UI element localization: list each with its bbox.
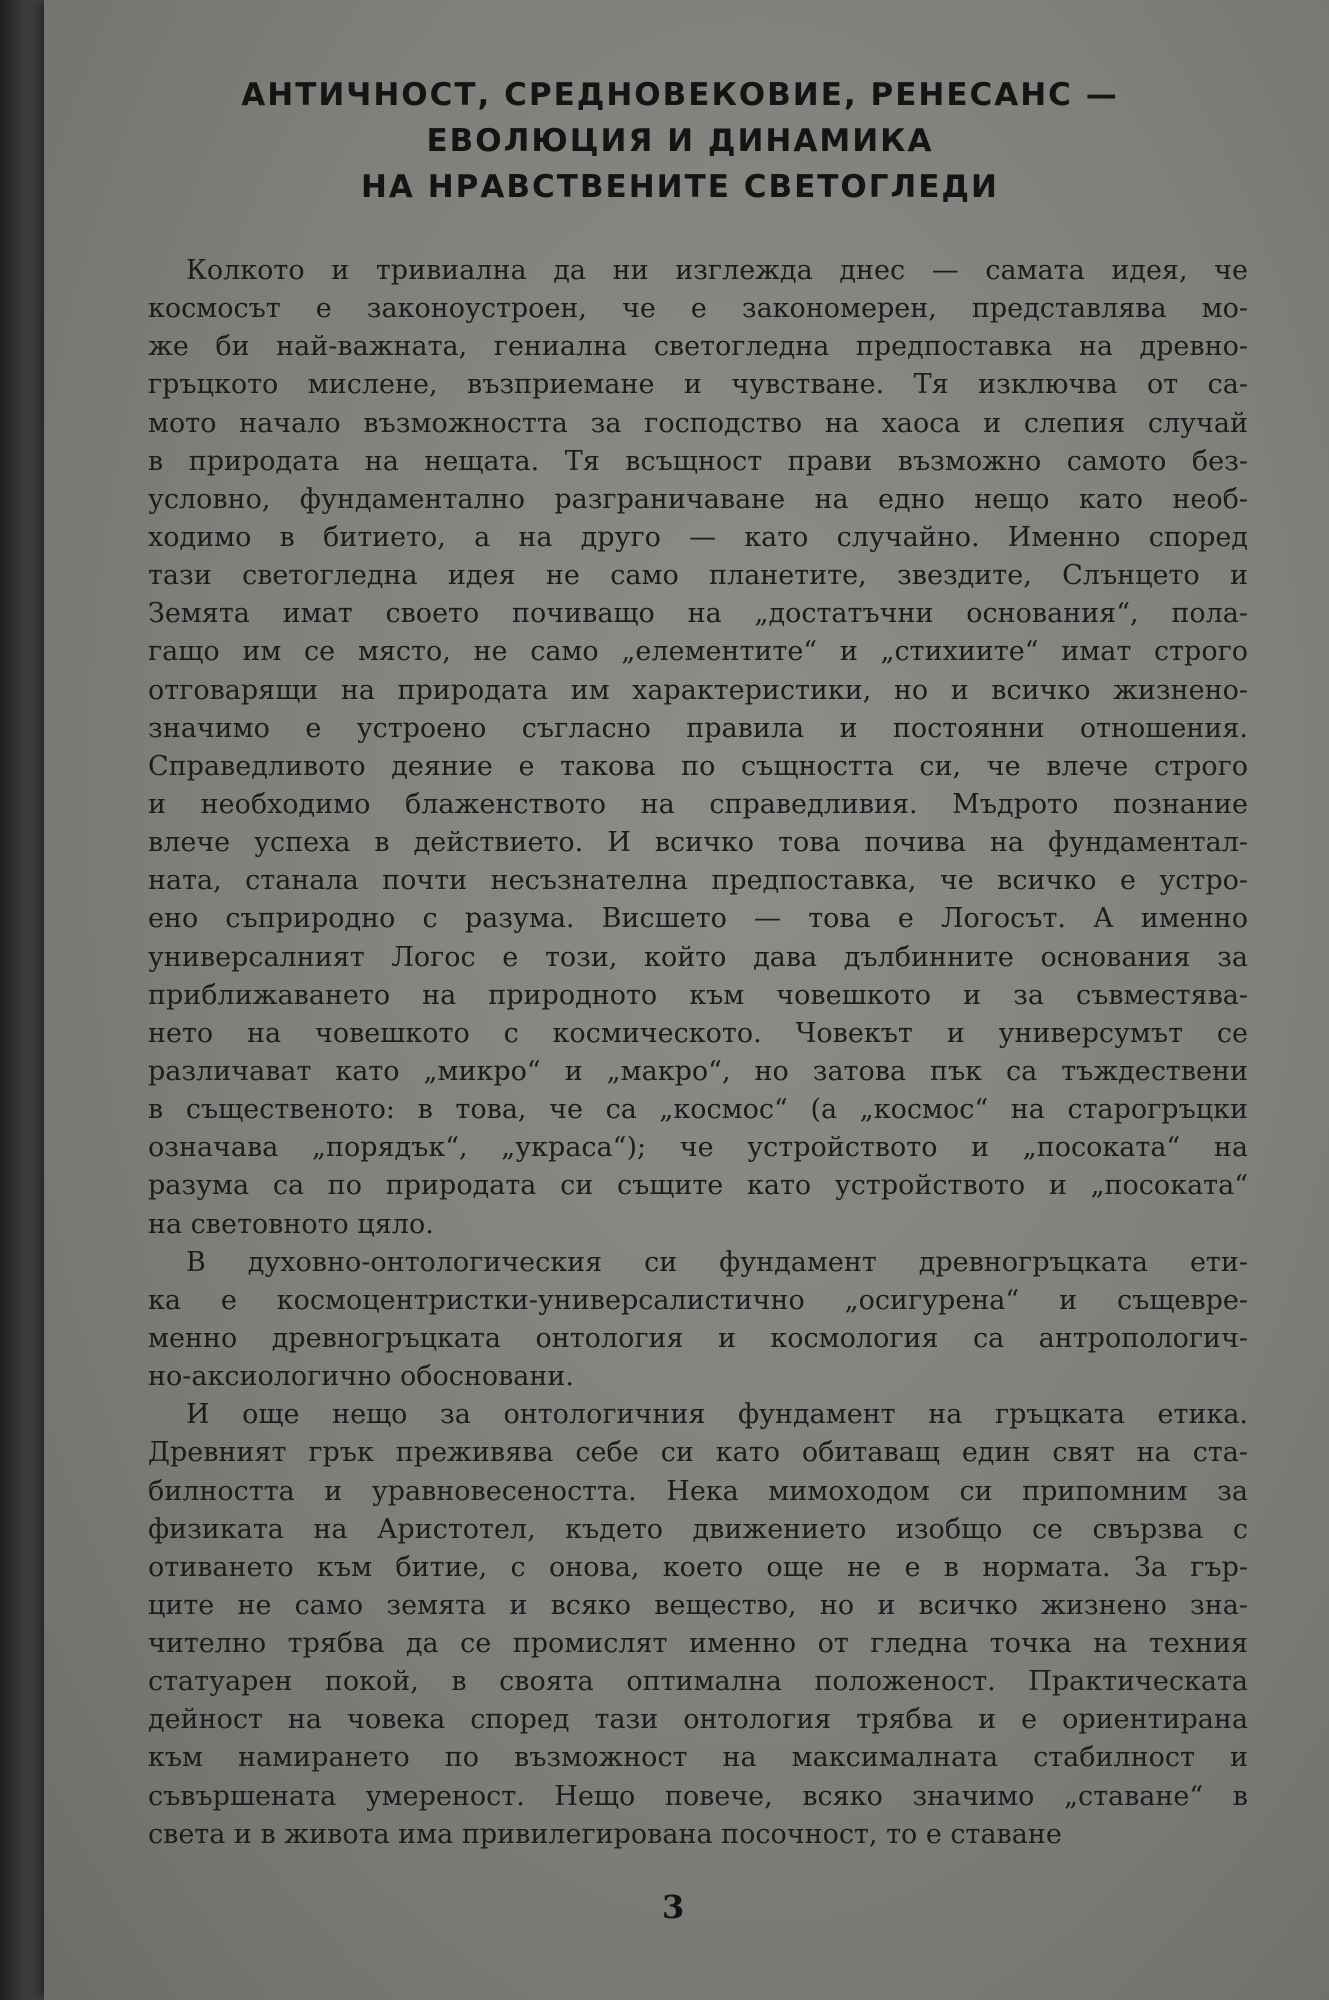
- text-line: В духовно-онтологическия си фундамент древногръцката ети-: [186, 1246, 1248, 1278]
- text-line: съвършената умереност. Нещо повече, всяко значимо „ставане“ в: [148, 1780, 1248, 1812]
- text-line: менно древногръцката онтология и космология са антропологич-: [148, 1322, 1248, 1354]
- text-line: и необходимо блаженството на справедливия. Мъдрото познание: [148, 788, 1248, 820]
- text-line: физиката на Аристотел, където движението изобщо се свързва с: [148, 1513, 1248, 1545]
- heading-line-3: НА НРАВСТВЕНИТЕ СВЕТОГЛЕДИ: [360, 169, 999, 205]
- text-line: означава „порядък“, „украса“); че устройството и „посоката“ на: [148, 1132, 1248, 1164]
- text-line: в природата на нещата. Тя всъщност прави възможно самото без-: [148, 445, 1248, 477]
- text-line: Древният грък преживява себе си като обитаващ един свят на ста-: [148, 1437, 1248, 1469]
- text-line: света и в живота има привилегирована посочност, то е ставане: [148, 1818, 1062, 1850]
- text-line: дейност на човека според тази онтология трябва и е ориентирана: [148, 1704, 1248, 1736]
- text-line: И още нещо за онтологичния фундамент на гръцката етика.: [186, 1399, 1248, 1431]
- heading-line-1: АНТИЧНОСТ, СРЕДНОВЕКОВИЕ, РЕНЕСАНС —: [241, 77, 1119, 113]
- text-line: но-аксиологично обосновани.: [148, 1361, 574, 1393]
- text-line: универсалният Логос е този, който дава дълбинните основания за: [148, 941, 1248, 973]
- text-line: на световното цяло.: [148, 1208, 434, 1240]
- heading-line-2: ЕВОЛЮЦИЯ И ДИНАМИКА: [426, 123, 934, 159]
- text-line: разума са по природата си същите като устройството и „посоката“: [148, 1170, 1248, 1202]
- text-line: ено съприродно с разума. Висшето — това е Логосът. А именно: [148, 903, 1248, 935]
- text-line: ната, станала почти несъзнателна предпоставка, че всичко е устро-: [148, 865, 1248, 897]
- text-line: отговарящи на природата им характеристики, но и всичко жизнено-: [148, 674, 1248, 706]
- text-line: тази светогледна идея не само планетите, звездите, Слънцето и: [148, 560, 1248, 592]
- text-line: гръцкото мислене, възприемане и чувстване. Тя изключва от са-: [148, 369, 1248, 401]
- text-line: значимо е устроено съгласно правила и постоянни отношения.: [148, 712, 1248, 744]
- text-line: ходимо в битието, а на друго — като случайно. Именно според: [148, 521, 1248, 553]
- text-line: отиването към битие, с онова, което още не е в нормата. За гър-: [148, 1551, 1248, 1583]
- body-text: [148, 252, 1248, 1854]
- text-line: в същественото: в това, че са „космос“ (а „космос“ на старогръцки: [148, 1094, 1248, 1126]
- text-line: Колкото и тривиална да ни изглежда днес — самата идея, че: [186, 255, 1248, 286]
- text-line: чително трябва да се промислят именно от гледна точка на техния: [148, 1628, 1248, 1660]
- text-line: условно, фундаментално разграничаване на едно нещо като необ-: [148, 483, 1248, 515]
- text-line: ците не само земята и всяко вещество, но и всичко жизнено зна-: [148, 1589, 1248, 1621]
- chapter-heading: [120, 72, 1240, 210]
- text-line: гащо им се място, не само „елементите“ и „стихиите“ имат строго: [148, 636, 1248, 668]
- text-line: различават като „микро“ и „макро“, но затова пък са тъждествени: [148, 1055, 1248, 1087]
- text-line: же би най-важната, гениална светогледна предпоставка на древно-: [148, 331, 1248, 363]
- text-line: приближаването на природното към човешкото и за съвместява-: [148, 979, 1248, 1011]
- paragraph: [148, 252, 1248, 1244]
- text-line: влече успеха в действието. И всичко това почива на фундаментал-: [148, 827, 1248, 859]
- paragraph: [148, 1244, 1248, 1397]
- text-line: статуарен покой, в своята оптимална положеност. Практическата: [148, 1666, 1248, 1698]
- text-line: Справедливото деяние е такова по същността си, че влече строго: [148, 750, 1248, 782]
- text-line: ка е космоцентристки-универсалистично „осигурена“ и същевре-: [148, 1284, 1248, 1316]
- text-line: към намирането по възможност на максималната стабилност и: [148, 1742, 1248, 1774]
- paragraph: [148, 1396, 1248, 1854]
- text-line: билността и уравновесеността. Нека мимоходом си припомним за: [148, 1475, 1248, 1507]
- text-line: мото начало възможността за господство на хаоса и слепия случай: [148, 407, 1248, 439]
- text-line: космосът е законоустроен, че е закономерен, представлява мо-: [148, 293, 1248, 325]
- text-line: нето на човешкото с космическото. Човекът и универсумът се: [148, 1017, 1248, 1049]
- page-number: 3: [662, 1888, 685, 1926]
- text-line: Земята имат своето почиващо на „достатъчни основания“, пола-: [148, 598, 1248, 630]
